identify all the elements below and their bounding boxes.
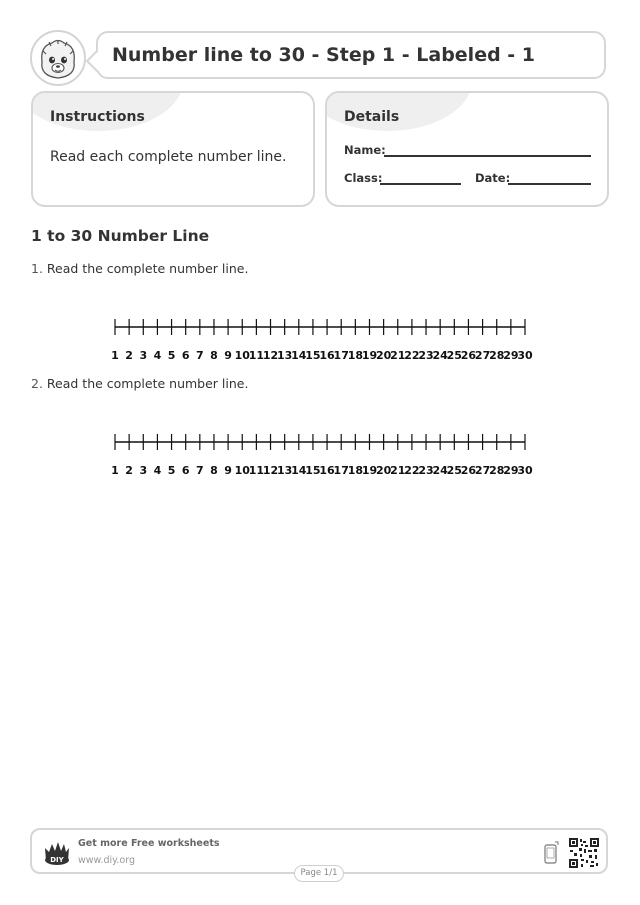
question-number: 2. <box>31 376 43 391</box>
question-number: 1. <box>31 261 43 276</box>
section-heading: 1 to 30 Number Line <box>31 227 210 245</box>
number-line-label: 1 <box>111 349 119 362</box>
number-line-label: 15 <box>305 349 321 362</box>
number-line-label: 14 <box>291 349 307 362</box>
number-line-label: 27 <box>474 464 491 477</box>
number-line-label: 9 <box>224 349 232 362</box>
number-line-label: 24 <box>432 464 448 477</box>
diy-logo-icon <box>42 839 72 865</box>
number-line-label: 17 <box>333 464 349 477</box>
number-line-label: 16 <box>319 349 335 362</box>
question-1 <box>31 261 248 276</box>
number-line-label: 28 <box>489 464 505 477</box>
class-field[interactable] <box>380 183 461 185</box>
number-line-label: 8 <box>210 464 218 477</box>
number-line-label: 30 <box>517 349 533 362</box>
logo-text: DIY <box>50 856 64 864</box>
number-line-label: 20 <box>375 464 392 477</box>
number-line-label: 12 <box>262 349 279 362</box>
number-line-label: 20 <box>375 349 392 362</box>
question-text: Read the complete number line. <box>46 261 249 276</box>
number-line-label: 4 <box>153 349 162 362</box>
footer-cta[interactable]: Get more Free worksheets <box>78 838 220 849</box>
number-line-label: 4 <box>153 464 162 477</box>
number-line-label: 7 <box>195 464 204 477</box>
number-line-2 <box>0 425 640 485</box>
page-indicator: Page 1/1 <box>294 865 344 882</box>
footer-url[interactable]: www.diy.org <box>78 855 135 866</box>
number-line-label: 23 <box>418 464 434 477</box>
details-card <box>325 91 609 207</box>
number-line-label: 21 <box>390 464 406 477</box>
number-line-label: 1 <box>111 464 119 477</box>
number-line-label: 2 <box>125 464 133 477</box>
number-line-label: 13 <box>276 464 293 477</box>
number-line-label: 24 <box>432 349 448 362</box>
number-line-label: 26 <box>460 464 477 477</box>
number-line-label: 28 <box>489 349 505 362</box>
instructions-text: Read each complete number line. <box>50 149 287 165</box>
number-line-1 <box>0 310 640 370</box>
number-line-label: 16 <box>319 464 335 477</box>
number-line-label: 3 <box>139 349 148 362</box>
number-line-label: 18 <box>347 349 364 362</box>
number-line-label: 27 <box>474 349 491 362</box>
number-line-label: 29 <box>503 464 519 477</box>
number-line-label: 19 <box>361 349 378 362</box>
page-title: Number line to 30 - Step 1 - Labeled - 1 <box>112 44 536 66</box>
instructions-card <box>31 91 315 207</box>
number-line-label: 13 <box>276 349 293 362</box>
number-line-label: 11 <box>248 464 265 477</box>
number-line-label: 23 <box>418 349 434 362</box>
number-line-label: 5 <box>167 464 176 477</box>
number-line-label: 15 <box>305 464 321 477</box>
number-line-label: 10 <box>234 349 250 362</box>
name-field[interactable] <box>384 155 591 157</box>
class-label: Class: <box>344 171 383 185</box>
number-line-label: 12 <box>262 464 279 477</box>
number-line-label: 26 <box>460 349 477 362</box>
question-text: Read the complete number line. <box>46 376 249 391</box>
number-line-label: 29 <box>503 349 519 362</box>
number-line-label: 2 <box>125 349 133 362</box>
number-line-label: 9 <box>224 464 232 477</box>
number-line-label: 6 <box>181 349 190 362</box>
number-line-label: 11 <box>248 349 265 362</box>
number-line-label: 14 <box>291 464 307 477</box>
number-line-label: 22 <box>404 349 420 362</box>
date-label: Date: <box>475 171 511 185</box>
number-line-label: 8 <box>210 349 218 362</box>
number-line-label: 22 <box>404 464 420 477</box>
number-line-label: 21 <box>390 349 406 362</box>
number-line-label: 3 <box>139 464 148 477</box>
details-title: Details <box>344 109 400 125</box>
number-line-label: 30 <box>517 464 533 477</box>
number-line-label: 10 <box>234 464 250 477</box>
number-line-label: 5 <box>167 349 176 362</box>
number-line-label: 17 <box>333 349 349 362</box>
mascot-avatar <box>30 30 86 86</box>
number-line-label: 25 <box>446 464 462 477</box>
instructions-title: Instructions <box>50 109 145 125</box>
monkey-face-icon <box>32 32 84 84</box>
qr-code-icon[interactable] <box>569 838 599 868</box>
question-2 <box>31 376 248 391</box>
date-field[interactable] <box>508 183 591 185</box>
phone-scan-icon <box>543 841 559 865</box>
number-line-label: 18 <box>347 464 364 477</box>
number-line-label: 7 <box>195 349 204 362</box>
number-line-label: 6 <box>181 464 190 477</box>
name-label: Name: <box>344 143 386 157</box>
title-banner <box>96 31 606 79</box>
number-line-label: 25 <box>446 349 462 362</box>
number-line-label: 19 <box>361 464 378 477</box>
